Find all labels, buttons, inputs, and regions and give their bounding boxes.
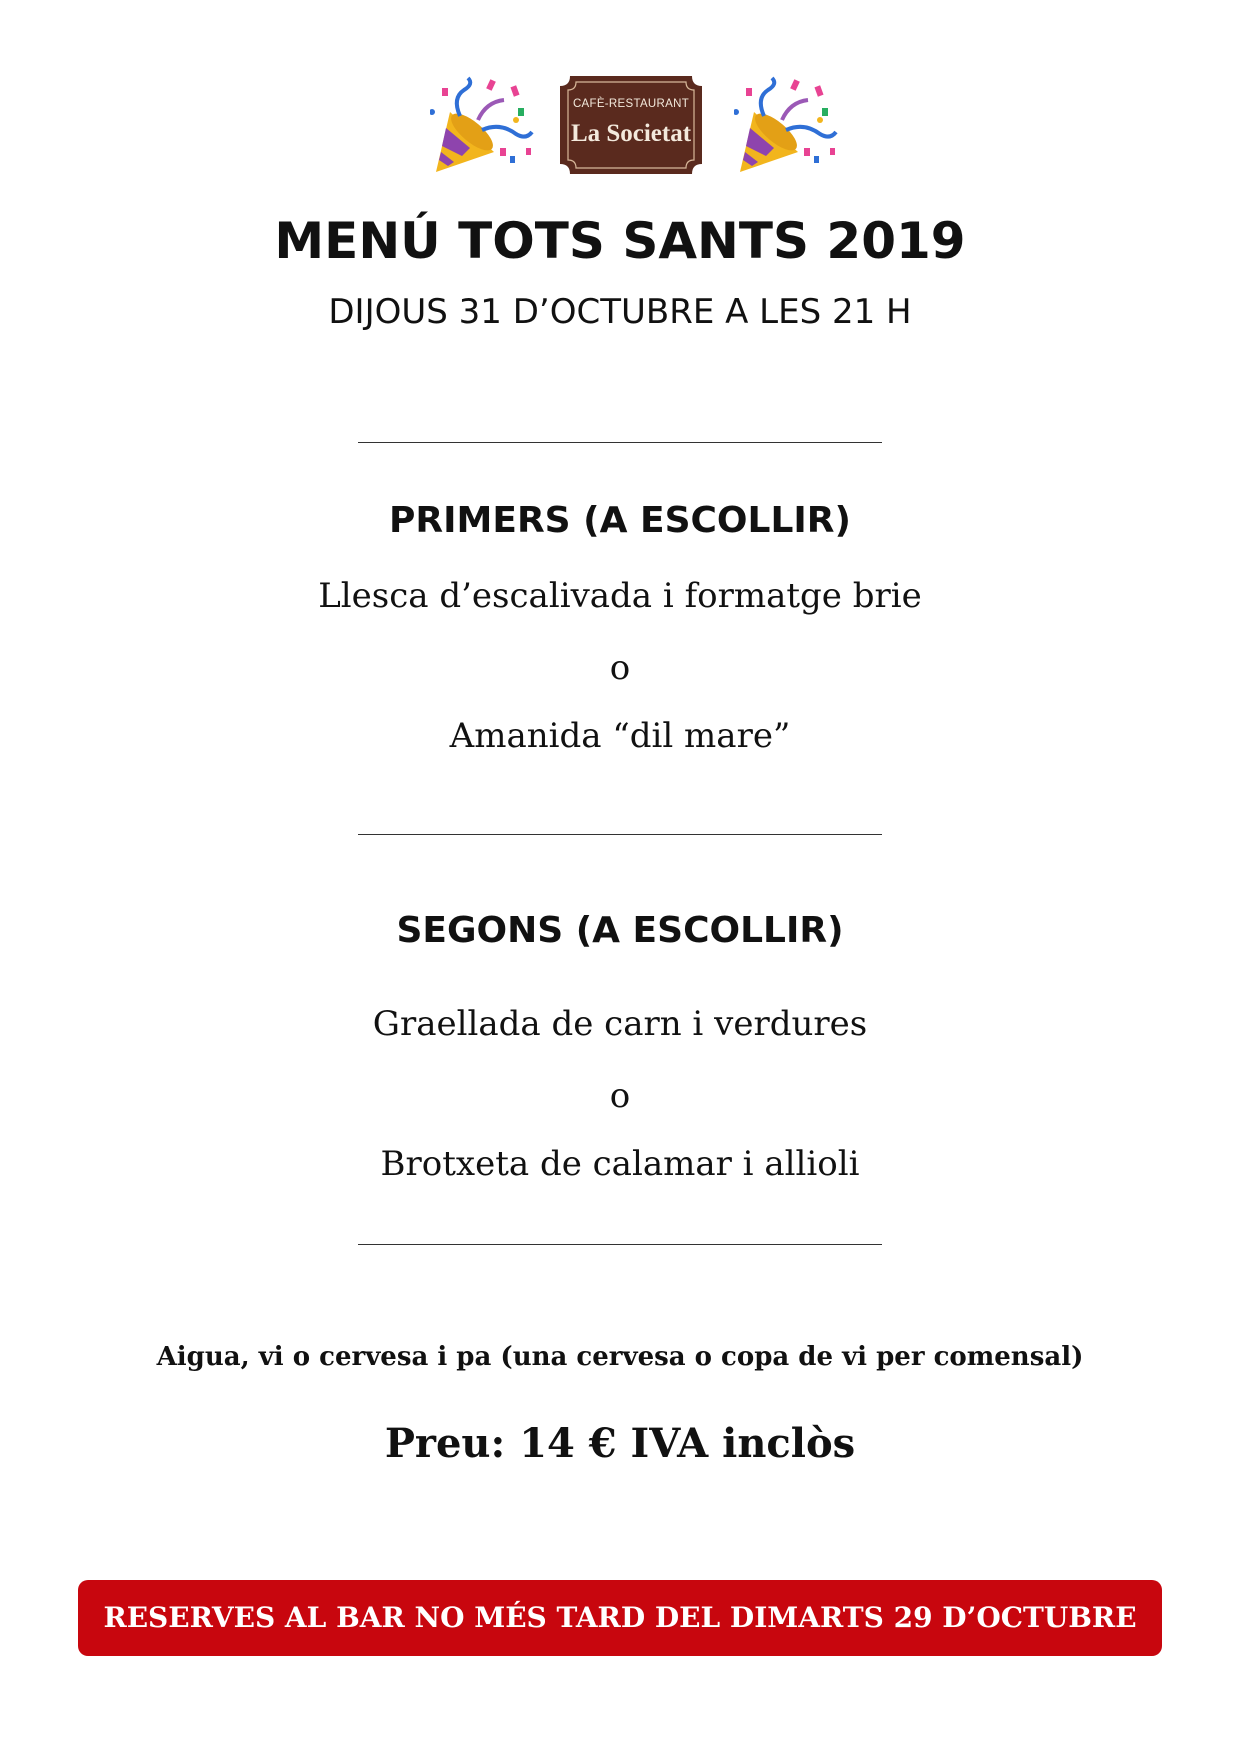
divider <box>358 442 882 443</box>
header <box>0 76 1240 176</box>
logo-subtitle: CAFÈ-RESTAURANT <box>572 98 690 110</box>
restaurant-logo <box>560 76 702 174</box>
segons-option-1: Graellada de carn i verdures <box>372 1004 868 1044</box>
primers-option-2: Amanida “dil mare” <box>449 716 791 756</box>
drinks-note: Aigua, vi o cervesa i pa (una cervesa o copa de vi per comensal) <box>156 1342 1084 1372</box>
segons-option-2: Brotxeta de calamar i allioli <box>380 1144 860 1184</box>
party-popper-icon <box>430 76 534 176</box>
primers-separator: o <box>609 648 631 688</box>
reservation-banner <box>78 1580 1162 1656</box>
segons-heading: SEGONS (A ESCOLLIR) <box>396 910 844 951</box>
event-date: DIJOUS 31 D’OCTUBRE A LES 21 H <box>328 292 912 332</box>
reservation-text: RESERVES AL BAR NO MÉS TARD DEL DIMARTS 29 D’OCTUBRE <box>103 1601 1137 1634</box>
divider <box>358 1244 882 1245</box>
party-popper-icon <box>734 76 838 176</box>
segons-separator: o <box>609 1076 631 1116</box>
price: Preu: 14 € IVA inclòs <box>384 1420 856 1467</box>
primers-option-1: Llesca d’escalivada i formatge brie <box>318 576 922 616</box>
page-title: MENÚ TOTS SANTS 2019 <box>274 212 966 270</box>
divider <box>358 834 882 835</box>
primers-heading: PRIMERS (A ESCOLLIR) <box>389 500 851 541</box>
logo-name: La Societat <box>570 120 692 147</box>
